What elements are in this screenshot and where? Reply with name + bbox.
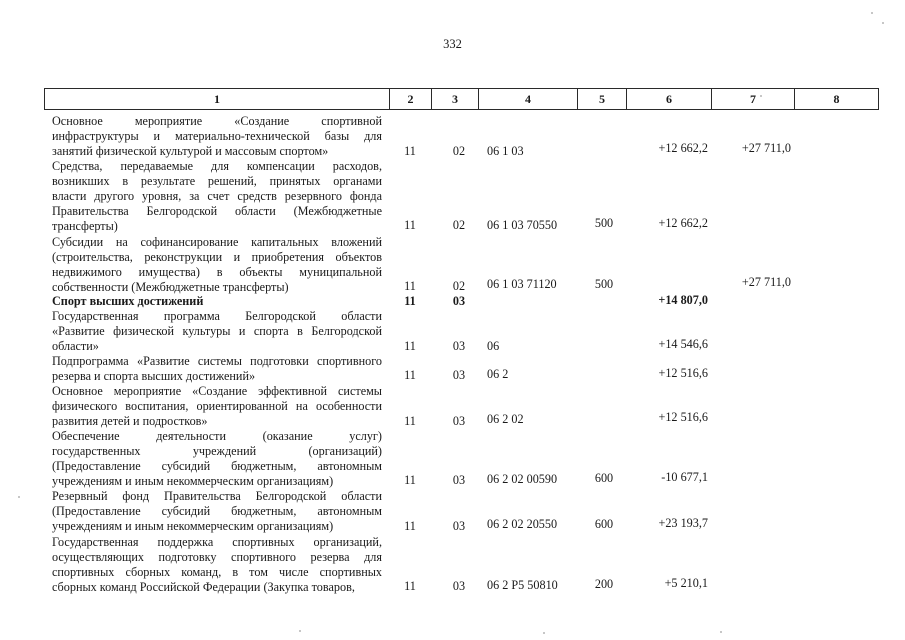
cell-section: 11 bbox=[404, 339, 416, 353]
row-description bbox=[52, 114, 382, 159]
row-description-line: Резервный фонд Правительства Белгородской области bbox=[52, 489, 382, 503]
cell-expense-type: 600 bbox=[594, 517, 614, 531]
row-description-line: Обеспечение деятельности (оказание услуг) bbox=[52, 429, 382, 443]
row-description-line: Правительства Белгородской области (Межбюджетные bbox=[52, 204, 382, 218]
cell-expense-type: 500 bbox=[594, 277, 614, 291]
scan-speck bbox=[720, 631, 722, 633]
cell-section: 11 bbox=[404, 579, 416, 593]
row-description-line: собственности (Межбюджетные трансферты) bbox=[52, 280, 289, 294]
row-description-line: учреждениям и иным некоммерческим организациям) bbox=[52, 474, 334, 488]
row-description-line: развития детей и подростков» bbox=[52, 414, 208, 428]
header-col-5: 5 bbox=[577, 89, 626, 109]
cell-section: 11 bbox=[404, 218, 416, 232]
cell-subsection: 02 bbox=[452, 218, 466, 232]
cell-target-code: 06 2 bbox=[487, 367, 509, 381]
section-heading: Спорт высших достижений bbox=[52, 294, 204, 308]
cell-target-code: 06 1 03 70550 bbox=[487, 218, 558, 232]
cell-target-code: 06 2 02 20550 bbox=[487, 517, 558, 531]
row-description-line: Государственная программа Белгородской области bbox=[52, 309, 382, 323]
scan-speck bbox=[871, 12, 873, 14]
row-description-line: Средства, передаваемые для компенсации расходов, bbox=[52, 159, 382, 173]
row-description-line: «Развитие физической культуры и спорта в Белгородской bbox=[52, 324, 382, 338]
row-description-line: резерва и спорта высших достижений» bbox=[52, 369, 256, 383]
cell-section: 11 bbox=[404, 519, 416, 533]
cell-amount-1: +14 807,0 bbox=[658, 293, 708, 307]
scan-speck bbox=[760, 95, 762, 97]
row-description bbox=[52, 429, 382, 489]
row-description-line: физического воспитания, ориентированной на особенности bbox=[52, 399, 382, 413]
page-number: 332 bbox=[443, 37, 462, 51]
row-description-line: области» bbox=[52, 339, 99, 353]
cell-amount-1: +23 193,7 bbox=[658, 516, 708, 530]
scan-speck bbox=[882, 22, 884, 24]
cell-section: 11 bbox=[404, 473, 416, 487]
row-description-line: возникших в результате решений, принятых органами bbox=[52, 174, 382, 188]
row-description-line: Основное мероприятие «Создание эффективной системы bbox=[52, 384, 382, 398]
row-description-line: (строительства, реконструкции и приобретения объектов bbox=[52, 250, 382, 264]
scan-speck bbox=[299, 630, 301, 632]
row-description bbox=[52, 535, 382, 595]
row-description-line: Государственная поддержка спортивных организаций, bbox=[52, 535, 382, 549]
cell-section: 11 bbox=[404, 368, 416, 382]
cell-amount-2: +27 711,0 bbox=[741, 275, 791, 289]
row-description-line: Подпрограмма «Развитие системы подготовки спортивного bbox=[52, 354, 382, 368]
cell-subsection: 03 bbox=[452, 579, 466, 593]
cell-section: 11 bbox=[404, 144, 416, 158]
row-description-line: Основное мероприятие «Создание спортивной bbox=[52, 114, 382, 128]
cell-amount-1: +12 662,2 bbox=[658, 216, 708, 230]
row-description-line: (Предоставление субсидий бюджетным, автономным bbox=[52, 504, 382, 518]
cell-subsection: 03 bbox=[452, 368, 466, 382]
table-header-row bbox=[44, 88, 879, 110]
cell-section: 11 bbox=[404, 294, 416, 308]
cell-amount-1: +5 210,1 bbox=[664, 576, 708, 590]
cell-target-code: 06 2 02 00590 bbox=[487, 472, 558, 486]
row-description bbox=[52, 309, 382, 354]
cell-amount-1: -10 677,1 bbox=[661, 470, 708, 484]
cell-subsection: 03 bbox=[452, 339, 466, 353]
row-description bbox=[52, 489, 382, 534]
row-description-line: спортивных сборных команд, в том числе спортивных bbox=[52, 565, 382, 579]
row-description bbox=[52, 354, 382, 384]
row-description-line: власти другого уровня, за счет средств резервного фонда bbox=[52, 189, 382, 203]
row-description-line: государственных учреждений (организаций) bbox=[52, 444, 382, 458]
cell-expense-type: 600 bbox=[594, 471, 614, 485]
scan-speck bbox=[543, 632, 545, 634]
header-col-6: 6 bbox=[626, 89, 711, 109]
row-description bbox=[52, 294, 382, 309]
cell-subsection: 03 bbox=[452, 414, 466, 428]
cell-amount-1: +14 546,6 bbox=[658, 337, 708, 351]
cell-amount-1: +12 516,6 bbox=[658, 410, 708, 424]
row-description-line: инфраструктуры и материально-технической базы для bbox=[52, 129, 382, 143]
cell-target-code: 06 1 03 71120 bbox=[487, 277, 557, 291]
row-description-line: занятий физической культурой и массовым спортом» bbox=[52, 144, 329, 158]
row-description bbox=[52, 159, 382, 234]
row-description-line: осуществляющих подготовку спортивного резерва для bbox=[52, 550, 382, 564]
row-description-line: учреждениям и иным некоммерческим организациям) bbox=[52, 519, 334, 533]
row-description-line: недвижимого имущества) в объекты муниципальной bbox=[52, 265, 382, 279]
cell-subsection: 03 bbox=[452, 294, 466, 308]
cell-section: 11 bbox=[404, 414, 416, 428]
cell-subsection: 03 bbox=[452, 473, 466, 487]
header-col-8: 8 bbox=[794, 89, 878, 109]
row-description-line: (Предоставление субсидий бюджетным, автономным bbox=[52, 459, 382, 473]
row-description-line: сборных команд Российской Федерации (Закупка товаров, bbox=[52, 580, 355, 594]
cell-target-code: 06 1 03 bbox=[487, 144, 524, 158]
row-description-line: Субсидии на софинансирование капитальных вложений bbox=[52, 235, 382, 249]
row-description bbox=[52, 235, 382, 295]
cell-subsection: 03 bbox=[452, 519, 466, 533]
header-col-7: 7 bbox=[711, 89, 794, 109]
header-col-2: 2 bbox=[389, 89, 431, 109]
row-description bbox=[52, 384, 382, 429]
cell-amount-1: +12 662,2 bbox=[658, 141, 708, 155]
cell-expense-type: 200 bbox=[594, 577, 614, 591]
scan-speck bbox=[18, 496, 20, 498]
cell-target-code: 06 bbox=[487, 339, 500, 353]
cell-subsection: 02 bbox=[452, 279, 466, 293]
cell-section: 11 bbox=[404, 279, 416, 293]
row-description-line: трансферты) bbox=[52, 219, 118, 233]
cell-target-code: 06 2 P5 50810 bbox=[487, 578, 558, 592]
cell-target-code: 06 2 02 bbox=[487, 412, 524, 426]
cell-amount-2: +27 711,0 bbox=[741, 141, 791, 155]
header-col-1: 1 bbox=[214, 92, 220, 106]
header-col-4: 4 bbox=[478, 89, 577, 109]
cell-amount-1: +12 516,6 bbox=[658, 366, 708, 380]
cell-expense-type: 500 bbox=[594, 216, 614, 230]
cell-subsection: 02 bbox=[452, 144, 466, 158]
header-col-3: 3 bbox=[431, 89, 478, 109]
